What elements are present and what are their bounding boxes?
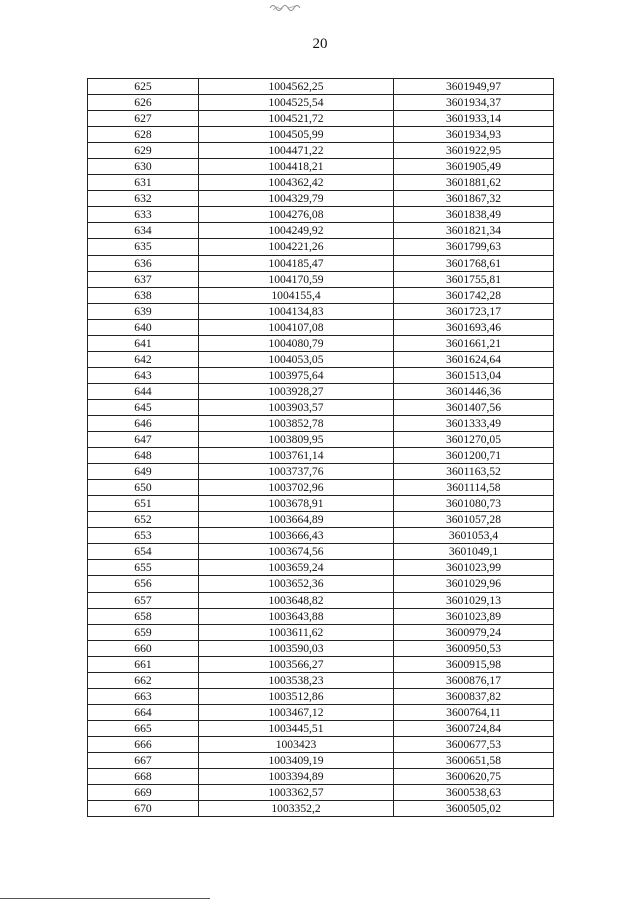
y-coordinate-cell: 3601053,4 <box>394 528 554 544</box>
point-number-cell: 670 <box>88 801 199 817</box>
point-number-cell: 657 <box>88 592 199 608</box>
y-coordinate-cell: 3601799,63 <box>394 239 554 255</box>
y-coordinate-cell: 3601163,52 <box>394 464 554 480</box>
table-row <box>88 207 554 223</box>
table-row <box>88 704 554 720</box>
y-coordinate-cell: 3601624,64 <box>394 351 554 367</box>
table-row <box>88 672 554 688</box>
point-number-cell: 642 <box>88 351 199 367</box>
table-row <box>88 127 554 143</box>
table-row <box>88 335 554 351</box>
y-coordinate-cell: 3601407,56 <box>394 399 554 415</box>
x-coordinate-cell: 1004362,42 <box>199 175 394 191</box>
x-coordinate-cell: 1003423 <box>199 736 394 752</box>
table-row <box>88 143 554 159</box>
y-coordinate-cell: 3601934,93 <box>394 127 554 143</box>
table-row <box>88 528 554 544</box>
point-number-cell: 630 <box>88 159 199 175</box>
point-number-cell: 641 <box>88 335 199 351</box>
table-row <box>88 79 554 95</box>
table-row <box>88 608 554 624</box>
point-number-cell: 638 <box>88 287 199 303</box>
y-coordinate-cell: 3600677,53 <box>394 736 554 752</box>
table-row <box>88 688 554 704</box>
table-row <box>88 785 554 801</box>
table-row <box>88 432 554 448</box>
x-coordinate-cell: 1003852,78 <box>199 415 394 431</box>
point-number-cell: 629 <box>88 143 199 159</box>
x-coordinate-cell: 1003362,57 <box>199 785 394 801</box>
y-coordinate-cell: 3601768,61 <box>394 255 554 271</box>
point-number-cell: 668 <box>88 769 199 785</box>
y-coordinate-cell: 3601023,99 <box>394 560 554 576</box>
x-coordinate-cell: 1004505,99 <box>199 127 394 143</box>
x-coordinate-cell: 1003643,88 <box>199 608 394 624</box>
point-number-cell: 627 <box>88 111 199 127</box>
x-coordinate-cell: 1004276,08 <box>199 207 394 223</box>
x-coordinate-cell: 1004155,4 <box>199 287 394 303</box>
point-number-cell: 658 <box>88 608 199 624</box>
table-row <box>88 769 554 785</box>
point-number-cell: 648 <box>88 448 199 464</box>
table-row <box>88 415 554 431</box>
x-coordinate-cell: 1004329,79 <box>199 191 394 207</box>
table-row <box>88 223 554 239</box>
x-coordinate-cell: 1003467,12 <box>199 704 394 720</box>
y-coordinate-cell: 3601933,14 <box>394 111 554 127</box>
y-coordinate-cell: 3600950,53 <box>394 640 554 656</box>
x-coordinate-cell: 1004521,72 <box>199 111 394 127</box>
table-row <box>88 736 554 752</box>
x-coordinate-cell: 1004170,59 <box>199 271 394 287</box>
table-row <box>88 319 554 335</box>
x-coordinate-cell: 1003648,82 <box>199 592 394 608</box>
y-coordinate-cell: 3600979,24 <box>394 624 554 640</box>
y-coordinate-cell: 3601723,17 <box>394 303 554 319</box>
x-coordinate-cell: 1004471,22 <box>199 143 394 159</box>
point-number-cell: 650 <box>88 480 199 496</box>
y-coordinate-cell: 3601057,28 <box>394 512 554 528</box>
point-number-cell: 640 <box>88 319 199 335</box>
point-number-cell: 647 <box>88 432 199 448</box>
x-coordinate-cell: 1003975,64 <box>199 367 394 383</box>
point-number-cell: 631 <box>88 175 199 191</box>
y-coordinate-cell: 3601881,62 <box>394 175 554 191</box>
y-coordinate-cell: 3600620,75 <box>394 769 554 785</box>
point-number-cell: 656 <box>88 576 199 592</box>
point-number-cell: 665 <box>88 720 199 736</box>
seal-mark <box>268 2 302 12</box>
y-coordinate-cell: 3601661,21 <box>394 335 554 351</box>
point-number-cell: 669 <box>88 785 199 801</box>
y-coordinate-cell: 3601905,49 <box>394 159 554 175</box>
table-row <box>88 656 554 672</box>
table-row <box>88 95 554 111</box>
y-coordinate-cell: 3601949,97 <box>394 79 554 95</box>
table-row <box>88 191 554 207</box>
point-number-cell: 651 <box>88 496 199 512</box>
point-number-cell: 639 <box>88 303 199 319</box>
table-row <box>88 303 554 319</box>
y-coordinate-cell: 3601049,1 <box>394 544 554 560</box>
x-coordinate-cell: 1003737,76 <box>199 464 394 480</box>
x-coordinate-cell: 1003666,43 <box>199 528 394 544</box>
y-coordinate-cell: 3601693,46 <box>394 319 554 335</box>
point-number-cell: 632 <box>88 191 199 207</box>
point-number-cell: 649 <box>88 464 199 480</box>
y-coordinate-cell: 3601513,04 <box>394 367 554 383</box>
x-coordinate-cell: 1003409,19 <box>199 752 394 768</box>
coordinates-table <box>87 78 554 817</box>
table-row <box>88 351 554 367</box>
x-coordinate-cell: 1003445,51 <box>199 720 394 736</box>
x-coordinate-cell: 1004525,54 <box>199 95 394 111</box>
table-row <box>88 175 554 191</box>
point-number-cell: 661 <box>88 656 199 672</box>
x-coordinate-cell: 1003538,23 <box>199 672 394 688</box>
point-number-cell: 666 <box>88 736 199 752</box>
y-coordinate-cell: 3600651,58 <box>394 752 554 768</box>
x-coordinate-cell: 1004080,79 <box>199 335 394 351</box>
table-row <box>88 399 554 415</box>
x-coordinate-cell: 1003566,27 <box>199 656 394 672</box>
y-coordinate-cell: 3600724,84 <box>394 720 554 736</box>
x-coordinate-cell: 1003903,57 <box>199 399 394 415</box>
y-coordinate-cell: 3601867,32 <box>394 191 554 207</box>
x-coordinate-cell: 1003664,89 <box>199 512 394 528</box>
y-coordinate-cell: 3600915,98 <box>394 656 554 672</box>
point-number-cell: 667 <box>88 752 199 768</box>
table-row <box>88 287 554 303</box>
table-row <box>88 496 554 512</box>
x-coordinate-cell: 1003352,2 <box>199 801 394 817</box>
point-number-cell: 628 <box>88 127 199 143</box>
x-coordinate-cell: 1003674,56 <box>199 544 394 560</box>
point-number-cell: 660 <box>88 640 199 656</box>
table-row <box>88 367 554 383</box>
table-row <box>88 752 554 768</box>
point-number-cell: 652 <box>88 512 199 528</box>
table-row <box>88 544 554 560</box>
y-coordinate-cell: 3601742,28 <box>394 287 554 303</box>
y-coordinate-cell: 3600764,11 <box>394 704 554 720</box>
point-number-cell: 659 <box>88 624 199 640</box>
y-coordinate-cell: 3601934,37 <box>394 95 554 111</box>
point-number-cell: 654 <box>88 544 199 560</box>
point-number-cell: 633 <box>88 207 199 223</box>
point-number-cell: 643 <box>88 367 199 383</box>
point-number-cell: 662 <box>88 672 199 688</box>
table-row <box>88 111 554 127</box>
x-coordinate-cell: 1004134,83 <box>199 303 394 319</box>
y-coordinate-cell: 3601023,89 <box>394 608 554 624</box>
point-number-cell: 664 <box>88 704 199 720</box>
y-coordinate-cell: 3601755,81 <box>394 271 554 287</box>
x-coordinate-cell: 1004562,25 <box>199 79 394 95</box>
x-coordinate-cell: 1003512,86 <box>199 688 394 704</box>
point-number-cell: 655 <box>88 560 199 576</box>
table-row <box>88 255 554 271</box>
x-coordinate-cell: 1003652,36 <box>199 576 394 592</box>
point-number-cell: 645 <box>88 399 199 415</box>
point-number-cell: 626 <box>88 95 199 111</box>
table-row <box>88 512 554 528</box>
y-coordinate-cell: 3601821,34 <box>394 223 554 239</box>
y-coordinate-cell: 3601200,71 <box>394 448 554 464</box>
y-coordinate-cell: 3601029,96 <box>394 576 554 592</box>
y-coordinate-cell: 3601446,36 <box>394 383 554 399</box>
y-coordinate-cell: 3601922,95 <box>394 143 554 159</box>
table-row <box>88 640 554 656</box>
coordinates-table-body <box>88 79 554 817</box>
x-coordinate-cell: 1004221,26 <box>199 239 394 255</box>
y-coordinate-cell: 3600837,82 <box>394 688 554 704</box>
y-coordinate-cell: 3601838,49 <box>394 207 554 223</box>
y-coordinate-cell: 3601114,58 <box>394 480 554 496</box>
x-coordinate-cell: 1004107,08 <box>199 319 394 335</box>
x-coordinate-cell: 1003928,27 <box>199 383 394 399</box>
table-row <box>88 576 554 592</box>
x-coordinate-cell: 1003590,03 <box>199 640 394 656</box>
table-row <box>88 239 554 255</box>
x-coordinate-cell: 1004053,05 <box>199 351 394 367</box>
point-number-cell: 644 <box>88 383 199 399</box>
table-row <box>88 720 554 736</box>
x-coordinate-cell: 1003678,91 <box>199 496 394 512</box>
bottom-rule <box>0 898 210 899</box>
table-row <box>88 560 554 576</box>
table-row <box>88 592 554 608</box>
x-coordinate-cell: 1004249,92 <box>199 223 394 239</box>
table-row <box>88 383 554 399</box>
y-coordinate-cell: 3601029,13 <box>394 592 554 608</box>
page-number: 20 <box>312 36 328 52</box>
table-row <box>88 271 554 287</box>
table-row <box>88 464 554 480</box>
x-coordinate-cell: 1004185,47 <box>199 255 394 271</box>
y-coordinate-cell: 3600538,63 <box>394 785 554 801</box>
table-row <box>88 624 554 640</box>
point-number-cell: 634 <box>88 223 199 239</box>
y-coordinate-cell: 3601333,49 <box>394 415 554 431</box>
table-row <box>88 480 554 496</box>
y-coordinate-cell: 3601270,05 <box>394 432 554 448</box>
point-number-cell: 653 <box>88 528 199 544</box>
x-coordinate-cell: 1003659,24 <box>199 560 394 576</box>
x-coordinate-cell: 1003702,96 <box>199 480 394 496</box>
point-number-cell: 663 <box>88 688 199 704</box>
point-number-cell: 637 <box>88 271 199 287</box>
x-coordinate-cell: 1004418,21 <box>199 159 394 175</box>
point-number-cell: 625 <box>88 79 199 95</box>
x-coordinate-cell: 1003394,89 <box>199 769 394 785</box>
y-coordinate-cell: 3600876,17 <box>394 672 554 688</box>
table-row <box>88 448 554 464</box>
y-coordinate-cell: 3600505,02 <box>394 801 554 817</box>
x-coordinate-cell: 1003761,14 <box>199 448 394 464</box>
y-coordinate-cell: 3601080,73 <box>394 496 554 512</box>
x-coordinate-cell: 1003809,95 <box>199 432 394 448</box>
x-coordinate-cell: 1003611,62 <box>199 624 394 640</box>
point-number-cell: 635 <box>88 239 199 255</box>
table-row <box>88 159 554 175</box>
point-number-cell: 636 <box>88 255 199 271</box>
table-row <box>88 801 554 817</box>
point-number-cell: 646 <box>88 415 199 431</box>
